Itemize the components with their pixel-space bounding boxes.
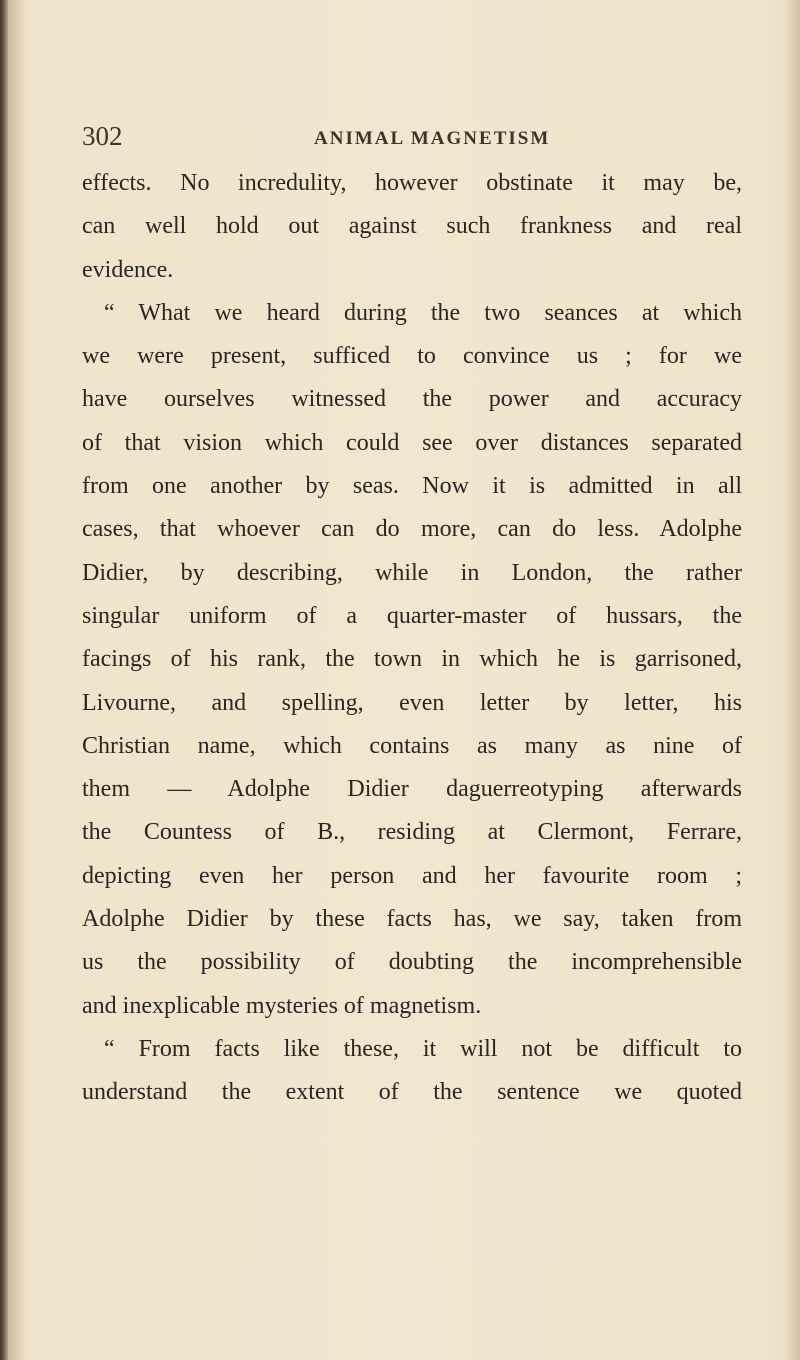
text-line: facings of his rank, the town in which he is garrisoned,	[82, 646, 742, 673]
text-line: of that vision which could see over distances separated	[82, 429, 742, 456]
text-line: “ From facts like these, it will not be difficult to	[104, 1035, 742, 1062]
text-line: we were present, sufficed to convince us ; for we	[82, 343, 742, 370]
text-line: cases, that whoever can do more, can do less. Adolphe	[82, 516, 742, 543]
text-line: from one another by seas. Now it is admitted in all	[82, 473, 742, 500]
running-title: ANIMAL MAGNETISM	[314, 128, 551, 149]
text-line: Christian name, which contains as many as nine of	[82, 732, 742, 759]
text-line: Didier, by describing, while in London, the rather	[82, 559, 742, 586]
text-line: and inexplicable mysteries of magnetism.	[82, 992, 482, 1019]
book-spine-edge	[0, 0, 8, 1360]
text-line: “ What we heard during the two seances at which	[104, 299, 742, 326]
text-line: Livourne, and spelling, even letter by letter, his	[82, 689, 742, 716]
text-line: the Countess of B., residing at Clermont, Ferrare,	[82, 819, 742, 846]
text-line: depicting even her person and her favourite room ;	[82, 862, 742, 889]
page-edge-shadow	[786, 0, 800, 1360]
text-line: can well hold out against such frankness and real	[82, 213, 742, 240]
text-line: understand the extent of the sentence we quoted	[82, 1079, 742, 1106]
page-number: 302	[82, 121, 123, 151]
text-line: singular uniform of a quarter-master of hussars, the	[82, 602, 742, 629]
gutter-shadow	[8, 0, 26, 1360]
text-line: effects. No incredulity, however obstinate it may be,	[82, 170, 742, 196]
text-line: have ourselves witnessed the power and accuracy	[82, 386, 742, 413]
body-text	[82, 162, 742, 1115]
text-line: them — Adolphe Didier daguerreotyping afterwards	[82, 776, 742, 803]
text-line: Adolphe Didier by these facts has, we say, taken from	[82, 906, 742, 933]
text-line: evidence.	[82, 256, 174, 283]
text-line: us the possibility of doubting the incomprehensible	[82, 949, 742, 976]
running-head	[82, 116, 742, 156]
